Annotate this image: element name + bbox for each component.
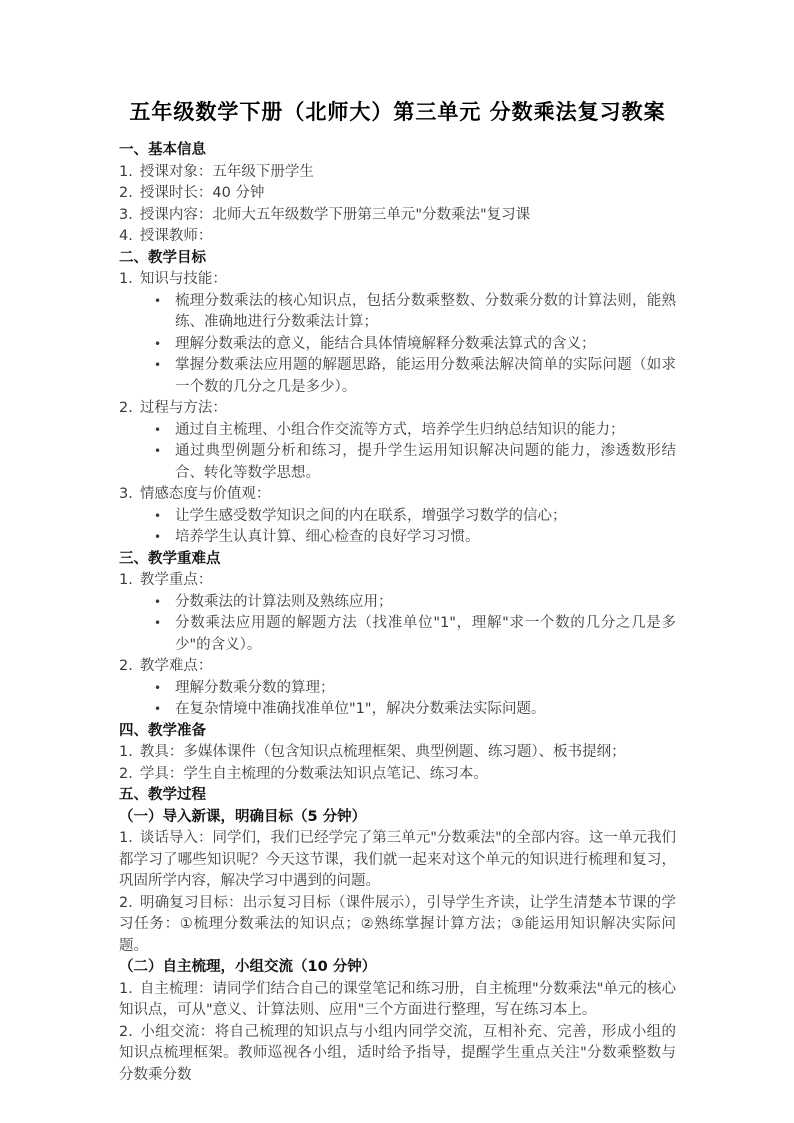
- bullet-icon: •: [154, 702, 162, 716]
- item-number: 2.: [119, 765, 133, 782]
- item-text: 过程与方法：: [139, 400, 227, 416]
- numbered-item: [119, 183, 676, 205]
- bullet-text: 分数乘法应用题的解题方法（找准单位"1"，理解"求一个数的几分之几是多少"的含义）。: [175, 615, 676, 653]
- bullet-icon: •: [154, 422, 162, 437]
- item-text: 教学难点：: [139, 658, 213, 674]
- bullet-item: [119, 592, 676, 614]
- item-number: 2.: [119, 1023, 133, 1040]
- item-number: 2.: [119, 185, 133, 201]
- item-number: 1.: [119, 163, 133, 180]
- item-number: 2.: [119, 894, 133, 911]
- item-text: 授课教师：: [139, 228, 213, 244]
- bullet-icon: •: [154, 336, 162, 351]
- item-text: 小组交流：将自己梳理的知识点与小组内同学交流，互相补充、完善，形成小组的知识点梳理框架。教师巡视各小组，适时给予指导，提醒学生重点关注"分数乘整数与分数乘分数: [119, 1023, 676, 1083]
- item-text: 情感态度与价值观：: [139, 486, 271, 502]
- bullet-text: 理解分数乘法的意义，能结合具体情境解释分数乘法算式的含义；: [175, 335, 596, 352]
- item-text: 教学重点：: [139, 572, 213, 588]
- item-number: 1.: [119, 271, 133, 287]
- item-number: 2.: [119, 400, 133, 416]
- section-heading: 二、教学目标: [119, 249, 206, 266]
- numbered-item: [119, 162, 676, 184]
- bullet-item: [119, 506, 676, 528]
- bullet-icon: •: [154, 594, 162, 609]
- document-sections: [119, 140, 676, 1086]
- numbered-item: [119, 828, 676, 893]
- numbered-item: [119, 398, 676, 420]
- numbered-item: [119, 1022, 676, 1087]
- subsection-heading: （二）自主梳理，小组交流（10 分钟）: [119, 959, 377, 975]
- item-text: 学具：学生自主梳理的分数乘法知识点笔记、练习本。: [139, 765, 488, 782]
- item-text: 授课时长：40 分钟: [139, 185, 265, 201]
- bullet-item: [119, 613, 676, 656]
- numbered-item: [119, 764, 676, 786]
- bullet-icon: •: [154, 530, 162, 544]
- section-heading: 三、教学重难点: [119, 550, 221, 567]
- bullet-item: [119, 441, 676, 484]
- numbered-item: [119, 570, 676, 592]
- item-text: 谈话导入：同学们，我们已经学完了第三单元"分数乘法"的全部内容。这一单元我们都学习了哪些知识呢？今天这节课，我们就一起来对这个单元的知识进行梳理和复习，巩固所学内容，解决学习中遇到的问题。: [119, 830, 676, 889]
- numbered-item: [119, 979, 676, 1022]
- bullet-icon: •: [154, 293, 162, 308]
- item-number: 1.: [119, 830, 133, 846]
- numbered-item: [119, 484, 676, 506]
- bullet-text: 在复杂情境中准确找准单位"1"，解决分数乘法实际问题。: [175, 701, 546, 717]
- item-text: 教具：多媒体课件（包含知识点梳理框架、典型例题、练习题）、板书提纲；: [139, 744, 626, 760]
- item-number: 1.: [119, 744, 133, 760]
- bullet-item: [119, 527, 676, 549]
- doc-title: 五年级数学下册（北师大）第三单元 分数乘法复习教案: [129, 100, 666, 124]
- bullet-text: 分数乘法的计算法则及熟练应用；: [175, 593, 393, 610]
- numbered-item: [119, 893, 676, 958]
- bullet-text: 通过自主梳理、小组合作交流等方式，培养学生归纳总结知识的能力；: [175, 421, 625, 438]
- bullet-icon: •: [154, 508, 162, 523]
- bullet-icon: •: [154, 444, 162, 458]
- bullet-icon: •: [154, 358, 162, 372]
- section-heading: 五、教学过程: [119, 787, 206, 803]
- numbered-item: [119, 656, 676, 678]
- item-text: 明确复习目标：出示复习目标（课件展示），引导学生齐读，让学生清楚本节课的学习任务：①梳理分数乘法的知识点；②熟练掌握计算方法；③能运用知识解决实际问题。: [119, 894, 676, 954]
- bullet-item: [119, 420, 676, 442]
- bullet-text: 梳理分数乘法的核心知识点，包括分数乘整数、分数乘分数的计算法则，能熟练、准确地进行分数乘法计算；: [175, 292, 676, 330]
- bullet-item: [119, 291, 676, 334]
- numbered-item: [119, 742, 676, 764]
- bullet-icon: •: [154, 680, 162, 695]
- bullet-text: 掌握分数乘法应用题的解题思路，能运用分数乘法解决简单的实际问题（如求一个数的几分之几是多少）。: [175, 357, 676, 395]
- item-number: 4.: [119, 228, 133, 244]
- bullet-item: [119, 678, 676, 700]
- numbered-item: [119, 269, 676, 291]
- section-heading: 一、基本信息: [119, 142, 206, 158]
- item-number: 1.: [119, 572, 133, 588]
- section-heading: 四、教学准备: [119, 722, 206, 739]
- bullet-icon: •: [154, 616, 162, 630]
- item-number: 3.: [119, 486, 133, 502]
- item-text: 知识与技能：: [139, 271, 227, 287]
- item-number: 3.: [119, 206, 133, 223]
- item-number: 1.: [119, 980, 133, 997]
- numbered-item: [119, 205, 676, 227]
- item-number: 2.: [119, 658, 133, 674]
- bullet-text: 通过典型例题分析和练习，提升学生运用知识解决问题的能力，渗透数形结合、转化等数学思想。: [175, 443, 676, 481]
- numbered-item: [119, 226, 676, 248]
- item-text: 自主梳理：请同学们结合自己的课堂笔记和练习册，自主梳理"分数乘法"单元的核心知识点，可从"意义、计算法则、应用"三个方面进行整理，写在练习本上。: [119, 980, 676, 1018]
- bullet-text: 理解分数乘分数的算理；: [175, 679, 335, 696]
- bullet-item: [119, 334, 676, 356]
- bullet-item: [119, 699, 676, 721]
- item-text: 授课对象：五年级下册学生: [139, 163, 314, 180]
- bullet-text: 让学生感受数学知识之间的内在联系，增强学习数学的信心；: [175, 507, 567, 524]
- bullet-item: [119, 355, 676, 398]
- item-text: 授课内容：北师大五年级数学下册第三单元"分数乘法"复习课: [139, 206, 531, 223]
- bullet-text: 培养学生认真计算、细心检查的良好学习习惯。: [175, 529, 480, 545]
- subsection-heading: （一）导入新课，明确目标（5 分钟）: [119, 808, 367, 825]
